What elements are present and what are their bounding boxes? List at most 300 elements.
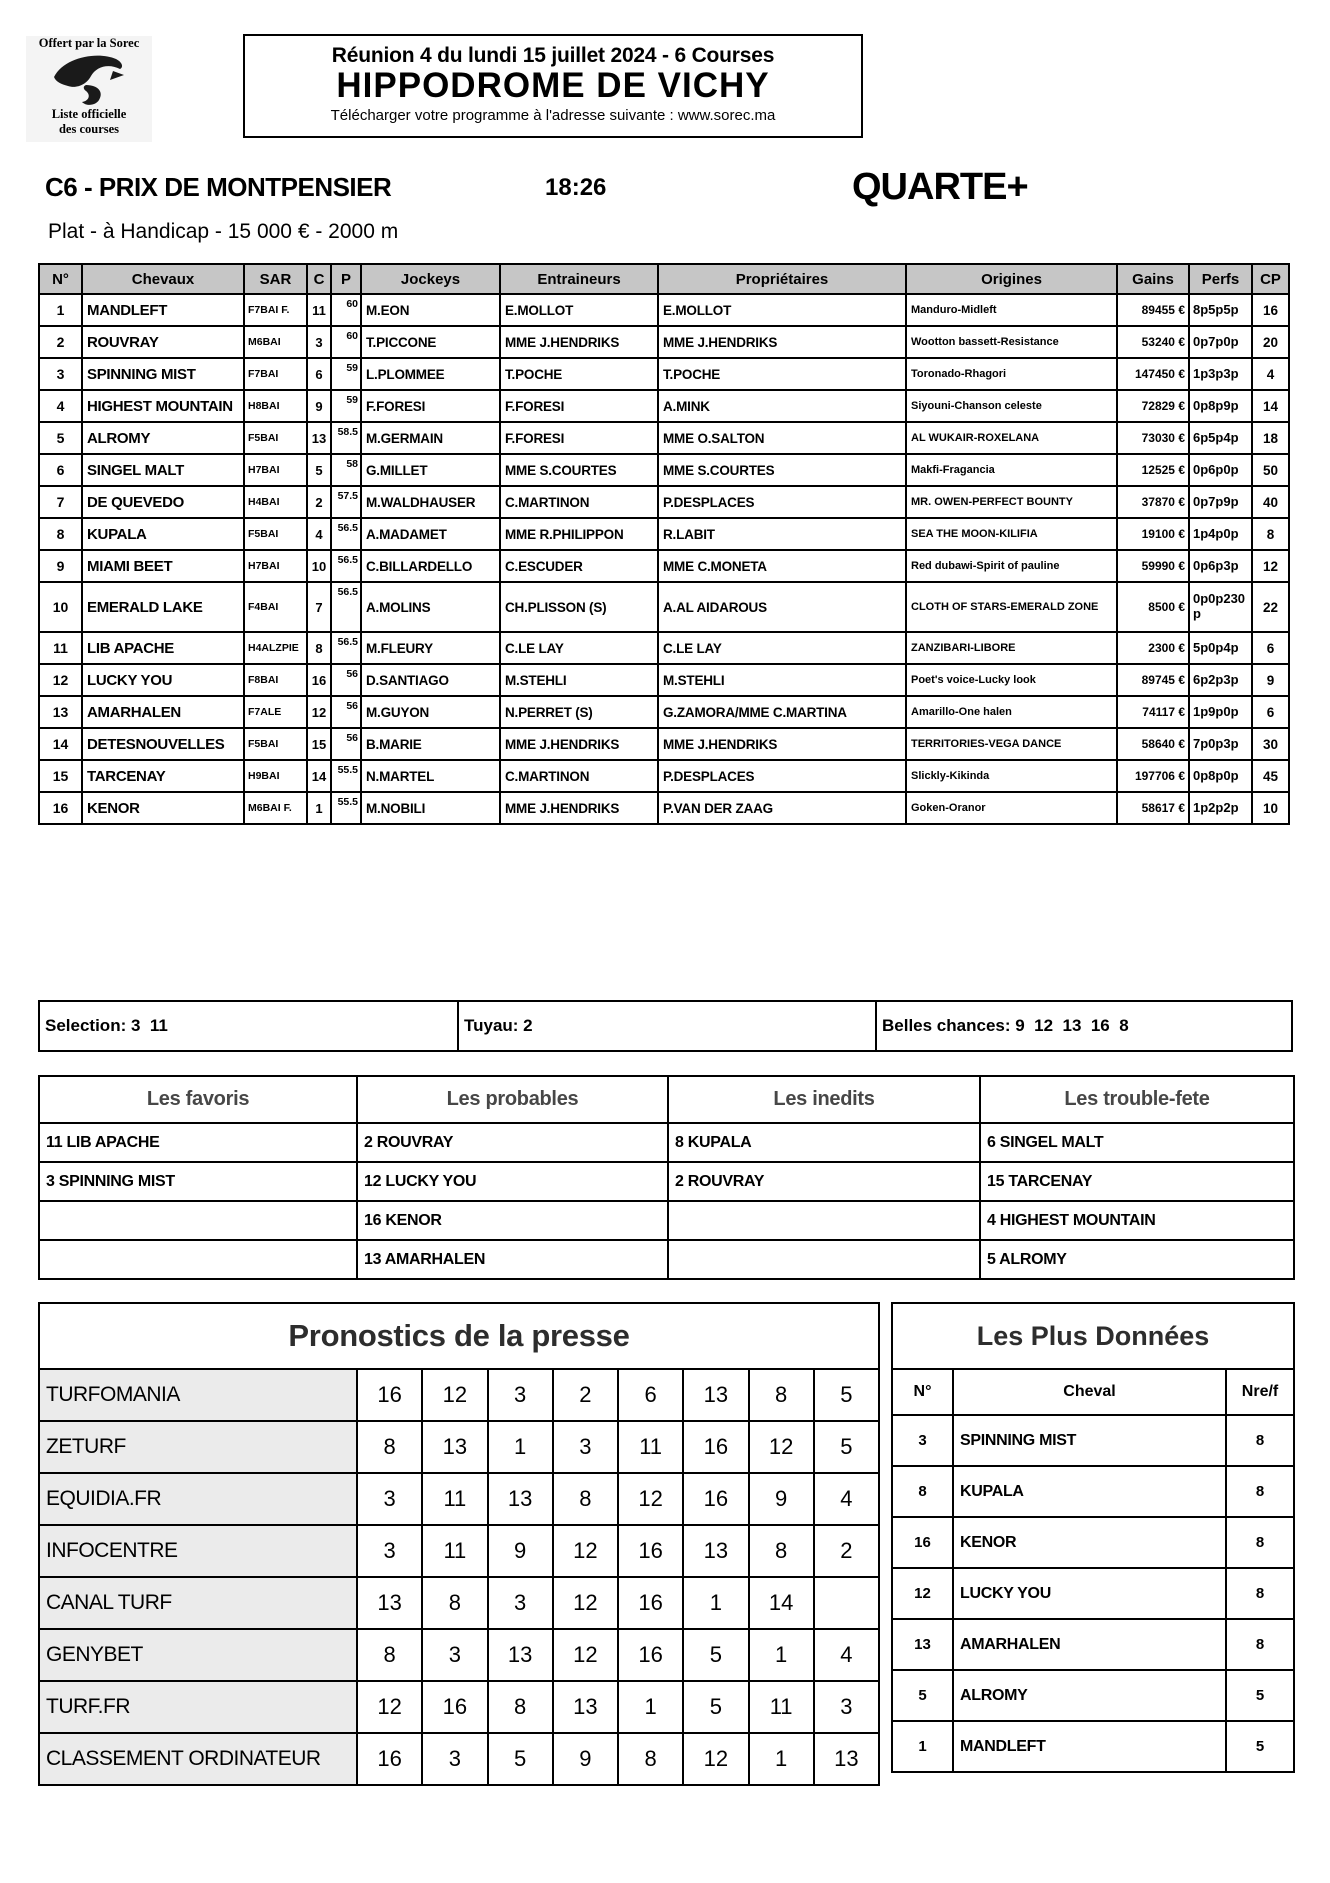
cell-c: 8	[307, 632, 331, 664]
horse-row	[39, 664, 1289, 696]
press-pick: 5	[814, 1369, 879, 1421]
press-pick: 8	[488, 1681, 553, 1733]
press-pick: 5	[488, 1733, 553, 1785]
cell-origines: CLOTH OF STARS-EMERALD ZONE	[906, 582, 1117, 632]
cell-cp: 22	[1252, 582, 1289, 632]
press-pick: 9	[749, 1473, 814, 1525]
plus-nref: 8	[1226, 1466, 1294, 1517]
cell-numero: 16	[39, 792, 82, 824]
header-plus-nref: Nre/f	[1226, 1369, 1294, 1415]
cell-numero: 14	[39, 728, 82, 760]
press-pick	[814, 1577, 879, 1629]
cell-cp: 4	[1252, 358, 1289, 390]
cell-cheval: KUPALA	[82, 518, 244, 550]
header-les-probables: Les probables	[357, 1076, 668, 1123]
plus-table-body	[892, 1415, 1294, 1772]
cell-numero: 2	[39, 326, 82, 358]
press-source-name: CLASSEMENT ORDINATEUR	[39, 1733, 357, 1785]
header-gains: Gains	[1117, 264, 1189, 294]
press-pick: 12	[553, 1525, 618, 1577]
cell-origines: Red dubawi-Spirit of pauline	[906, 550, 1117, 582]
horses-table	[38, 263, 1290, 825]
picks-table-body	[39, 1123, 1294, 1279]
press-pick: 11	[422, 1473, 487, 1525]
cell-entraineur: C.MARTINON	[500, 760, 658, 792]
press-source-name: EQUIDIA.FR	[39, 1473, 357, 1525]
pick-cell: 2 ROUVRAY	[357, 1123, 668, 1162]
pick-cell: 12 LUCKY YOU	[357, 1162, 668, 1201]
horse-row	[39, 760, 1289, 792]
header-les-favoris: Les favoris	[39, 1076, 357, 1123]
cell-c: 10	[307, 550, 331, 582]
header-chevaux: Chevaux	[82, 264, 244, 294]
plus-numero: 5	[892, 1670, 953, 1721]
cell-sar: H9BAI	[244, 760, 307, 792]
logo-caption-line2: des courses	[58, 121, 120, 136]
race-code-title: C6 - PRIX DE MONTPENSIER	[45, 172, 392, 202]
press-pick: 1	[618, 1681, 683, 1733]
cell-gains: 19100 €	[1117, 518, 1189, 550]
cell-c: 7	[307, 582, 331, 632]
header-les-inedits: Les inedits	[668, 1076, 980, 1123]
pick-cell: 5 ALROMY	[980, 1240, 1294, 1279]
cell-p: 60	[331, 294, 361, 326]
cell-p: 57.5	[331, 486, 361, 518]
press-pick: 16	[357, 1369, 422, 1421]
cell-gains: 58617 €	[1117, 792, 1189, 824]
selection-bar	[38, 1000, 1293, 1052]
cell-entraineur: C.MARTINON	[500, 486, 658, 518]
cell-perfs: 0p7p9p	[1189, 486, 1252, 518]
plus-header-row	[892, 1369, 1294, 1415]
press-row	[39, 1681, 879, 1733]
pick-cell: 16 KENOR	[357, 1201, 668, 1240]
cell-origines: Amarillo-One halen	[906, 696, 1117, 728]
press-source-name: TURF.FR	[39, 1681, 357, 1733]
press-pick: 3	[814, 1681, 879, 1733]
cell-perfs: 8p5p5p	[1189, 294, 1252, 326]
press-title-row	[39, 1303, 879, 1369]
horse-row	[39, 454, 1289, 486]
press-pick: 8	[749, 1369, 814, 1421]
cell-origines: Slickly-Kikinda	[906, 760, 1117, 792]
horse-row	[39, 294, 1289, 326]
cell-gains: 59990 €	[1117, 550, 1189, 582]
plus-numero: 1	[892, 1721, 953, 1772]
press-pick: 3	[553, 1421, 618, 1473]
cell-perfs: 0p8p9p	[1189, 390, 1252, 422]
horse-row	[39, 326, 1289, 358]
cell-jockey: D.SANTIAGO	[361, 664, 500, 696]
press-source-name: INFOCENTRE	[39, 1525, 357, 1577]
cell-jockey: M.FLEURY	[361, 632, 500, 664]
plus-row	[892, 1415, 1294, 1466]
press-row	[39, 1421, 879, 1473]
header-proprietaires: Propriétaires	[658, 264, 906, 294]
plus-cheval: MANDLEFT	[953, 1721, 1226, 1772]
plus-nref: 5	[1226, 1670, 1294, 1721]
cell-proprietaire: MME J.HENDRIKS	[658, 728, 906, 760]
cell-cheval: TARCENAY	[82, 760, 244, 792]
cell-cp: 40	[1252, 486, 1289, 518]
cell-origines: Goken-Oranor	[906, 792, 1117, 824]
press-source-name: TURFOMANIA	[39, 1369, 357, 1421]
cell-gains: 53240 €	[1117, 326, 1189, 358]
plus-cheval: LUCKY YOU	[953, 1568, 1226, 1619]
cell-jockey: T.PICCONE	[361, 326, 500, 358]
plus-row	[892, 1670, 1294, 1721]
cell-entraineur: MME J.HENDRIKS	[500, 792, 658, 824]
cell-sar: F5BAI	[244, 728, 307, 760]
cell-numero: 11	[39, 632, 82, 664]
header-entraineurs: Entraineurs	[500, 264, 658, 294]
cell-entraineur: M.STEHLI	[500, 664, 658, 696]
cell-perfs: 0p8p0p	[1189, 760, 1252, 792]
cell-c: 13	[307, 422, 331, 454]
press-pick: 8	[357, 1629, 422, 1681]
cell-entraineur: F.FORESI	[500, 422, 658, 454]
cell-p: 59	[331, 390, 361, 422]
cell-p: 56	[331, 696, 361, 728]
cell-proprietaire: MME S.COURTES	[658, 454, 906, 486]
press-pick: 1	[749, 1733, 814, 1785]
cell-sar: M6BAI F.	[244, 792, 307, 824]
press-pick: 3	[488, 1369, 553, 1421]
plus-cheval: AMARHALEN	[953, 1619, 1226, 1670]
picks-table-header	[39, 1076, 1294, 1123]
cell-entraineur: F.FORESI	[500, 390, 658, 422]
header-les-trouble-fete: Les trouble-fete	[980, 1076, 1294, 1123]
cell-p: 56.5	[331, 582, 361, 632]
press-pick: 13	[357, 1577, 422, 1629]
logo-caption-line1: Liste officielle	[51, 107, 127, 122]
press-pick: 6	[618, 1369, 683, 1421]
cell-cp: 45	[1252, 760, 1289, 792]
header-perfs: Perfs	[1189, 264, 1252, 294]
cell-numero: 7	[39, 486, 82, 518]
cell-cheval: SPINNING MIST	[82, 358, 244, 390]
horse-row	[39, 550, 1289, 582]
cell-p: 59	[331, 358, 361, 390]
picks-row	[39, 1123, 1294, 1162]
cell-cp: 8	[1252, 518, 1289, 550]
picks-table	[38, 1075, 1295, 1280]
cell-proprietaire: C.LE LAY	[658, 632, 906, 664]
press-pick: 12	[618, 1473, 683, 1525]
cell-proprietaire: A.MINK	[658, 390, 906, 422]
cell-cheval: AMARHALEN	[82, 696, 244, 728]
cell-entraineur: MME R.PHILIPPON	[500, 518, 658, 550]
press-pick: 13	[553, 1681, 618, 1733]
press-pick: 11	[749, 1681, 814, 1733]
cell-proprietaire: P.VAN DER ZAAG	[658, 792, 906, 824]
cell-cp: 20	[1252, 326, 1289, 358]
plus-cheval: SPINNING MIST	[953, 1415, 1226, 1466]
cell-perfs: 7p0p3p	[1189, 728, 1252, 760]
press-source-name: ZETURF	[39, 1421, 357, 1473]
cell-c: 14	[307, 760, 331, 792]
press-row	[39, 1629, 879, 1681]
cell-p: 55.5	[331, 760, 361, 792]
header-sar: SAR	[244, 264, 307, 294]
cell-jockey: M.EON	[361, 294, 500, 326]
press-pick: 13	[422, 1421, 487, 1473]
cell-perfs: 1p2p2p	[1189, 792, 1252, 824]
press-pick: 4	[814, 1629, 879, 1681]
pick-cell	[39, 1201, 357, 1240]
cell-jockey: M.GERMAIN	[361, 422, 500, 454]
cell-jockey: C.BILLARDELLO	[361, 550, 500, 582]
cell-gains: 72829 €	[1117, 390, 1189, 422]
pick-cell: 2 ROUVRAY	[668, 1162, 980, 1201]
belles-chances-cell: Belles chances: 9 12 13 16 8	[882, 1016, 1129, 1035]
cell-origines: MR. OWEN-PERFECT BOUNTY	[906, 486, 1117, 518]
cell-c: 3	[307, 326, 331, 358]
horse-row	[39, 358, 1289, 390]
press-pick: 11	[422, 1525, 487, 1577]
press-title: Pronostics de la presse	[39, 1303, 879, 1369]
press-pick: 9	[488, 1525, 553, 1577]
press-row	[39, 1733, 879, 1785]
cell-entraineur: E.MOLLOT	[500, 294, 658, 326]
header-origines: Origines	[906, 264, 1117, 294]
horses-table-header	[39, 264, 1289, 294]
cell-origines: SEA THE MOON-KILIFIA	[906, 518, 1117, 550]
press-pick: 8	[357, 1421, 422, 1473]
horse-row	[39, 792, 1289, 824]
cell-origines: Wootton bassett-Resistance	[906, 326, 1117, 358]
cell-jockey: A.MADAMET	[361, 518, 500, 550]
cell-cp: 16	[1252, 294, 1289, 326]
press-pick: 3	[488, 1577, 553, 1629]
press-pick: 3	[357, 1473, 422, 1525]
cell-cheval: DE QUEVEDO	[82, 486, 244, 518]
press-pick: 13	[488, 1629, 553, 1681]
cell-cheval: SINGEL MALT	[82, 454, 244, 486]
cell-p: 55.5	[331, 792, 361, 824]
cell-entraineur: MME S.COURTES	[500, 454, 658, 486]
cell-perfs: 1p3p3p	[1189, 358, 1252, 390]
press-row	[39, 1473, 879, 1525]
press-pick: 1	[488, 1421, 553, 1473]
bet-type-badge: QUARTE+	[852, 166, 1028, 208]
cell-jockey: M.GUYON	[361, 696, 500, 728]
press-pick: 8	[749, 1525, 814, 1577]
cell-origines: Toronado-Rhagori	[906, 358, 1117, 390]
header-plus-cheval: Cheval	[953, 1369, 1226, 1415]
press-table-body	[39, 1369, 879, 1785]
plus-row	[892, 1619, 1294, 1670]
horses-table-body	[39, 294, 1289, 824]
pick-cell: 3 SPINNING MIST	[39, 1162, 357, 1201]
cell-perfs: 5p0p4p	[1189, 632, 1252, 664]
cell-origines: Poet's voice-Lucky look	[906, 664, 1117, 696]
cell-cheval: ROUVRAY	[82, 326, 244, 358]
cell-perfs: 6p2p3p	[1189, 664, 1252, 696]
picks-row	[39, 1240, 1294, 1279]
cell-cp: 18	[1252, 422, 1289, 454]
cell-p: 60	[331, 326, 361, 358]
picks-header-row	[39, 1076, 1294, 1123]
cell-sar: H7BAI	[244, 454, 307, 486]
cell-p: 56.5	[331, 518, 361, 550]
press-pick: 8	[422, 1577, 487, 1629]
cell-numero: 4	[39, 390, 82, 422]
press-pick: 3	[422, 1629, 487, 1681]
cell-p: 56	[331, 664, 361, 696]
cell-gains: 2300 €	[1117, 632, 1189, 664]
plus-row	[892, 1517, 1294, 1568]
cell-cp: 14	[1252, 390, 1289, 422]
tuyau-cell: Tuyau: 2	[459, 1002, 877, 1050]
cell-gains: 89745 €	[1117, 664, 1189, 696]
cell-sar: F4BAI	[244, 582, 307, 632]
press-pick: 11	[618, 1421, 683, 1473]
sorec-horse-logo-icon	[50, 51, 128, 107]
header-numero: N°	[39, 264, 82, 294]
cell-c: 2	[307, 486, 331, 518]
cell-sar: F7ALE	[244, 696, 307, 728]
plus-row	[892, 1721, 1294, 1772]
cell-cheval: MANDLEFT	[82, 294, 244, 326]
cell-entraineur: MME J.HENDRIKS	[500, 728, 658, 760]
press-pick: 14	[749, 1577, 814, 1629]
cell-c: 12	[307, 696, 331, 728]
cell-gains: 197706 €	[1117, 760, 1189, 792]
plus-numero: 12	[892, 1568, 953, 1619]
pick-cell: 8 KUPALA	[668, 1123, 980, 1162]
meeting-title: Réunion 4 du lundi 15 juillet 2024 - 6 Courses	[331, 44, 775, 67]
cell-entraineur: T.POCHE	[500, 358, 658, 390]
cell-cp: 10	[1252, 792, 1289, 824]
pick-cell: 13 AMARHALEN	[357, 1240, 668, 1279]
cell-jockey: N.MARTEL	[361, 760, 500, 792]
cell-sar: H8BAI	[244, 390, 307, 422]
cell-p: 56.5	[331, 550, 361, 582]
plus-nref: 5	[1226, 1721, 1294, 1772]
press-pick: 16	[422, 1681, 487, 1733]
press-table-header	[39, 1303, 879, 1369]
press-table	[38, 1302, 880, 1786]
plus-row	[892, 1466, 1294, 1517]
cell-jockey: F.FORESI	[361, 390, 500, 422]
press-pick: 12	[553, 1577, 618, 1629]
press-pick: 13	[683, 1369, 748, 1421]
press-pick: 8	[618, 1733, 683, 1785]
cell-jockey: B.MARIE	[361, 728, 500, 760]
cell-sar: F7BAI	[244, 358, 307, 390]
horse-row	[39, 486, 1289, 518]
press-pick: 13	[814, 1733, 879, 1785]
cell-proprietaire: G.ZAMORA/MME C.MARTINA	[658, 696, 906, 728]
header-jockeys: Jockeys	[361, 264, 500, 294]
cell-c: 5	[307, 454, 331, 486]
cell-cheval: DETESNOUVELLES	[82, 728, 244, 760]
cell-entraineur: C.ESCUDER	[500, 550, 658, 582]
cell-cp: 30	[1252, 728, 1289, 760]
cell-jockey: G.MILLET	[361, 454, 500, 486]
cell-numero: 1	[39, 294, 82, 326]
cell-numero: 12	[39, 664, 82, 696]
press-pick: 3	[357, 1525, 422, 1577]
cell-c: 16	[307, 664, 331, 696]
cell-cheval: LIB APACHE	[82, 632, 244, 664]
cell-sar: F8BAI	[244, 664, 307, 696]
race-time: 18:26	[545, 174, 607, 201]
cell-origines: ZANZIBARI-LIBORE	[906, 632, 1117, 664]
cell-p: 58.5	[331, 422, 361, 454]
plus-donnees-table	[891, 1302, 1295, 1773]
cell-entraineur: MME J.HENDRIKS	[500, 326, 658, 358]
plus-nref: 8	[1226, 1415, 1294, 1466]
plus-row	[892, 1568, 1294, 1619]
cell-gains: 8500 €	[1117, 582, 1189, 632]
press-pick: 2	[814, 1525, 879, 1577]
cell-p: 58	[331, 454, 361, 486]
cell-cp: 6	[1252, 696, 1289, 728]
cell-gains: 12525 €	[1117, 454, 1189, 486]
cell-sar: H4ALZPIE	[244, 632, 307, 664]
cell-p: 56	[331, 728, 361, 760]
cell-entraineur: CH.PLISSON (S)	[500, 582, 658, 632]
cell-perfs: 1p4p0p	[1189, 518, 1252, 550]
pick-cell: 6 SINGEL MALT	[980, 1123, 1294, 1162]
cell-origines: Makfi-Fragancia	[906, 454, 1117, 486]
cell-perfs: 0p6p3p	[1189, 550, 1252, 582]
cell-proprietaire: MME C.MONETA	[658, 550, 906, 582]
cell-proprietaire: M.STEHLI	[658, 664, 906, 696]
cell-cheval: LUCKY YOU	[82, 664, 244, 696]
cell-c: 15	[307, 728, 331, 760]
cell-proprietaire: P.DESPLACES	[658, 486, 906, 518]
cell-jockey: L.PLOMMEE	[361, 358, 500, 390]
cell-perfs: 0p6p0p	[1189, 454, 1252, 486]
picks-row	[39, 1201, 1294, 1240]
cell-numero: 9	[39, 550, 82, 582]
horse-row	[39, 632, 1289, 664]
hippodrome-title: HIPPODROME DE VICHY	[336, 66, 770, 105]
cell-numero: 13	[39, 696, 82, 728]
cell-gains: 89455 €	[1117, 294, 1189, 326]
cell-proprietaire: P.DESPLACES	[658, 760, 906, 792]
press-pick: 16	[618, 1525, 683, 1577]
plus-numero: 13	[892, 1619, 953, 1670]
plus-nref: 8	[1226, 1619, 1294, 1670]
cell-p: 56.5	[331, 632, 361, 664]
cell-jockey: A.MOLINS	[361, 582, 500, 632]
cell-numero: 10	[39, 582, 82, 632]
cell-c: 6	[307, 358, 331, 390]
plus-nref: 8	[1226, 1568, 1294, 1619]
cell-origines: Siyouni-Chanson celeste	[906, 390, 1117, 422]
plus-donnees-title: Les Plus Données	[892, 1303, 1294, 1369]
cell-sar: F5BAI	[244, 422, 307, 454]
horse-row	[39, 518, 1289, 550]
press-pick: 2	[553, 1369, 618, 1421]
cell-numero: 3	[39, 358, 82, 390]
cell-cp: 12	[1252, 550, 1289, 582]
pick-cell: 11 LIB APACHE	[39, 1123, 357, 1162]
cell-perfs: 0p0p230p	[1189, 582, 1252, 632]
press-row	[39, 1369, 879, 1421]
press-pick: 5	[814, 1421, 879, 1473]
cell-proprietaire: MME J.HENDRIKS	[658, 326, 906, 358]
press-pick: 3	[422, 1733, 487, 1785]
plus-nref: 8	[1226, 1517, 1294, 1568]
header-cp: CP	[1252, 264, 1289, 294]
cell-sar: F7BAI F.	[244, 294, 307, 326]
press-pick: 16	[357, 1733, 422, 1785]
